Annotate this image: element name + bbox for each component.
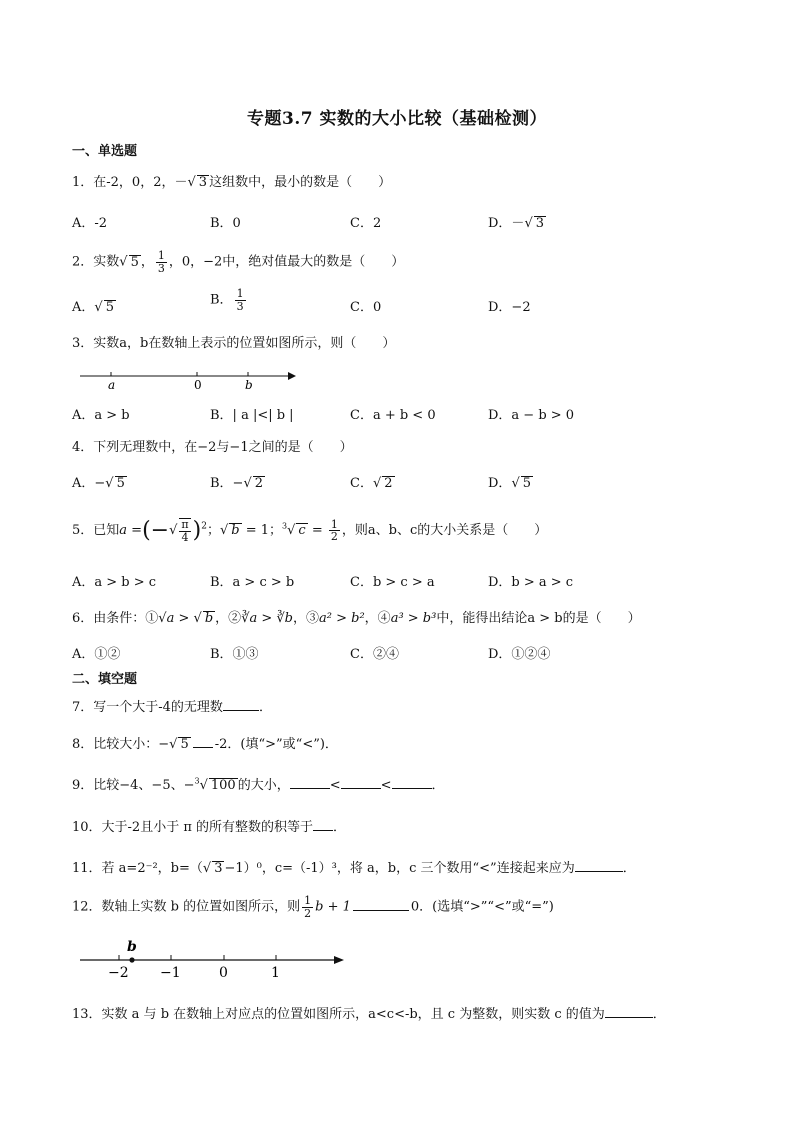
q12-label-b: b bbox=[127, 939, 137, 955]
q9-blank-3[interactable] bbox=[392, 776, 432, 789]
q5-pi-num: π bbox=[181, 518, 189, 531]
q9-blank-1[interactable] bbox=[290, 776, 330, 789]
q12-point-b bbox=[129, 957, 134, 962]
q2-rest: ，0，−2中，绝对值最大的数是（ ） bbox=[168, 254, 405, 270]
q3-option-d[interactable]: D．a − b > 0 bbox=[488, 408, 575, 423]
q6-cond-1-text: a > bbox=[166, 611, 194, 626]
q5-option-d[interactable]: D．b > a > c bbox=[488, 575, 574, 590]
q9-cube-index: 3 bbox=[194, 776, 200, 786]
q12-label-1: 1 bbox=[271, 965, 280, 981]
q2-option-a-radicand: 5 bbox=[105, 300, 114, 315]
q3-option-b[interactable]: B．| a |<| b | bbox=[210, 408, 294, 423]
q12-label-neg1: −1 bbox=[160, 965, 181, 981]
q5-a-expr: a = bbox=[119, 523, 143, 539]
q5-paren-close: ) bbox=[192, 518, 202, 544]
q5-sep-1: ； bbox=[206, 523, 220, 539]
q5-prefix: 5．已知 bbox=[72, 523, 120, 539]
q6-cond-2-mark: ② bbox=[228, 611, 242, 626]
q6-cond-3-text: a² > b² bbox=[319, 611, 365, 626]
q5-b-eq: = 1； bbox=[241, 523, 283, 539]
q5-pi-den: 4 bbox=[181, 530, 189, 544]
q2-option-b-num: 1 bbox=[236, 287, 244, 300]
q4-option-d[interactable]: D．√ 5 bbox=[488, 476, 532, 491]
section-single-choice: 一、单选题 bbox=[72, 144, 138, 159]
q2-option-b-den: 3 bbox=[236, 299, 244, 313]
q6-cond-4-mark: ④ bbox=[377, 611, 391, 626]
q4-option-b-prefix: B．− bbox=[210, 476, 244, 491]
q2-frac-num: 1 bbox=[157, 249, 165, 262]
q4-option-b[interactable]: B．−√ 2 bbox=[210, 476, 264, 491]
q4-option-c-prefix: C． bbox=[350, 476, 373, 491]
q12-half-den: 2 bbox=[304, 906, 312, 920]
q12-half-num: 1 bbox=[304, 894, 312, 907]
q12-axis-arrow bbox=[334, 956, 344, 964]
q8-rest: -2．(填“>”或“<”)． bbox=[214, 737, 338, 752]
q3-axis-arrow bbox=[288, 372, 296, 380]
q13-end: ． bbox=[652, 1007, 666, 1022]
q7-text: 7．写一个大于-4的无理数 bbox=[72, 700, 223, 715]
q9-end: ． bbox=[431, 778, 445, 793]
q13-text: 13．实数 a 与 b 在数轴上对应点的位置如图所示，a<c<-b，且 c 为整数，则实数 c 的值为 bbox=[72, 1007, 605, 1022]
question-2: 2．实数√ 5 ， $\frac{1}{3}$ ，0，−2中，绝对值最大的数是（ ） bbox=[72, 249, 405, 275]
q1-option-a[interactable]: A．-2 bbox=[72, 216, 108, 231]
q10-answer-blank[interactable] bbox=[313, 818, 333, 831]
q5-radicand-c: c bbox=[298, 523, 306, 539]
q3-number-line bbox=[78, 364, 302, 396]
q5-option-b[interactable]: B．a > c > b bbox=[210, 575, 295, 590]
q4-option-b-radicand: 2 bbox=[254, 476, 264, 491]
q9-mid: 的大小， bbox=[237, 778, 290, 793]
q4-option-c[interactable]: C．√ 2 bbox=[350, 476, 393, 491]
q11-mid: −1）⁰，c=（-1）³，将 a，b，c 三个数用“<”连接起来应为 bbox=[224, 861, 575, 876]
q6-cond-3-mark: ③ bbox=[305, 611, 319, 626]
q2-option-b-prefix: B． bbox=[210, 292, 233, 308]
q4-option-c-radicand: 2 bbox=[384, 476, 393, 491]
q7-end: ． bbox=[258, 700, 272, 715]
q6-option-b[interactable]: B．①③ bbox=[210, 647, 259, 662]
q5-radicand-b: b bbox=[231, 523, 240, 539]
q6-cond-1-radicand: b bbox=[204, 611, 214, 626]
q10-end: ． bbox=[333, 820, 347, 835]
q5-half-den: 2 bbox=[330, 530, 338, 544]
q1-radicand: 3 bbox=[198, 175, 208, 190]
q2-prefix: 2．实数 bbox=[72, 254, 120, 270]
q5-cube-index: 3 bbox=[282, 521, 288, 531]
q6-cond-2-text: ∛a > ∛b bbox=[241, 611, 293, 626]
q2-frac-den: 3 bbox=[157, 261, 165, 275]
q13-answer-blank[interactable] bbox=[605, 1005, 653, 1018]
q6-option-c[interactable]: C．②④ bbox=[350, 647, 399, 662]
q6-cond-4-text: a³ > b³ bbox=[390, 611, 437, 626]
q12-number-line bbox=[78, 936, 348, 982]
q2-radicand: 5 bbox=[130, 254, 139, 270]
q2-option-c[interactable]: C．0 bbox=[350, 300, 382, 315]
q2-option-b-fraction bbox=[235, 288, 246, 312]
q12-prefix: 12．数轴上实数 b 的位置如图所示，则 bbox=[72, 899, 301, 915]
q1-prefix: 1．在-2，0，2， bbox=[72, 175, 175, 190]
q8-prefix: 8．比较大小：− bbox=[72, 737, 170, 752]
q5-half-num: 1 bbox=[330, 517, 338, 531]
question-12 bbox=[72, 895, 554, 919]
q4-option-a[interactable]: A．−√ 5 bbox=[72, 476, 125, 491]
question-6: 6．由条件：①√a > √ b ，②∛a > ∛b，③a² > b²，④a³ > b³中，能得出结论a > b的是（ ） bbox=[72, 611, 641, 626]
q1-option-b[interactable]: B．0 bbox=[210, 216, 241, 231]
q1-option-d-radicand: 3 bbox=[535, 216, 545, 231]
q2-option-a[interactable]: A．√ 5 bbox=[72, 300, 114, 315]
q8-radicand: 5 bbox=[180, 737, 189, 752]
q5-pi-fraction bbox=[179, 518, 190, 543]
q2-option-a-prefix: A． bbox=[72, 300, 95, 315]
q9-lt-1: < bbox=[329, 778, 341, 793]
question-8: 8．比较大小：−√ 5 -2．(填“>”或“<”)． bbox=[72, 737, 338, 752]
q3-label-b: b bbox=[245, 378, 253, 392]
q9-radicand: 100 bbox=[210, 778, 236, 793]
question-10 bbox=[72, 816, 346, 835]
question-5: 5．已知a =(−√ $\frac{\pi}{4}$ )$^2$；√ b = 1；$^3$√ c = $\frac{1}{2}$ ，则a、b、c的大小关系是（ ） bbox=[72, 517, 548, 544]
q2-fraction bbox=[156, 250, 167, 274]
question-4: 4．下列无理数中，在−2与−1之间的是（ ） bbox=[72, 440, 353, 455]
q5-half-fraction bbox=[329, 519, 340, 543]
q4-option-d-prefix: D． bbox=[488, 476, 512, 491]
q6-cond-1-mark: ① bbox=[145, 611, 159, 626]
q11-answer-blank[interactable] bbox=[575, 859, 623, 872]
question-9: 9．比较−4、−5、−$^3$√ 100 的大小， < < ． bbox=[72, 776, 445, 793]
q12-expr: b + 1 bbox=[315, 899, 351, 915]
q5-option-a[interactable]: A．a > b > c bbox=[72, 575, 157, 590]
q6-suffix: 中，能得出结论a > b的是（ ） bbox=[436, 611, 641, 626]
q8-answer-blank[interactable] bbox=[193, 735, 213, 748]
question-3: 3．实数a，b在数轴上表示的位置如图所示，则（ ） bbox=[72, 336, 396, 351]
q11-end: ． bbox=[622, 861, 636, 876]
q12-label-0: 0 bbox=[219, 965, 228, 981]
section-fill-blank: 二、填空题 bbox=[72, 672, 138, 687]
q2-option-d[interactable]: D．−2 bbox=[488, 300, 531, 315]
q1-option-d-prefix: D．－ bbox=[488, 216, 525, 231]
q3-option-c[interactable]: C．a + b < 0 bbox=[350, 408, 436, 423]
question-13 bbox=[72, 1003, 666, 1022]
q3-option-a[interactable]: A．a > b bbox=[72, 408, 130, 423]
q6-option-d[interactable]: D．①②④ bbox=[488, 647, 551, 662]
q1-neg: － bbox=[174, 175, 188, 190]
question-7 bbox=[72, 696, 272, 715]
q7-answer-blank[interactable] bbox=[223, 698, 259, 711]
q9-lt-2: < bbox=[380, 778, 392, 793]
q9-blank-2[interactable] bbox=[341, 776, 381, 789]
q10-text: 10．大于-2且小于 π 的所有整数的积等于 bbox=[72, 820, 314, 835]
page-title: 专题3.7 实数的大小比较（基础检测） bbox=[247, 109, 547, 129]
q3-label-a: a bbox=[108, 378, 116, 392]
q12-rest: 0．(选填“>”“<”或“=”) bbox=[410, 899, 554, 915]
q5-paren-open: (− bbox=[142, 518, 170, 544]
q4-option-a-radicand: 5 bbox=[116, 476, 125, 491]
q9-prefix: 9．比较−4、−5、− bbox=[72, 778, 195, 793]
q3-label-0: 0 bbox=[194, 378, 202, 392]
q1-option-d[interactable]: D．－√ 3 bbox=[488, 216, 545, 231]
question-11: 11．若 a=2⁻²，b=（√ 3 −1）⁰，c=（-1）³，将 a，b，c 三个数用“<”连接起来应为 ． bbox=[72, 861, 636, 876]
q5-option-c[interactable]: C．b > c > a bbox=[350, 575, 435, 590]
q2-option-b[interactable] bbox=[210, 288, 248, 312]
q5-exponent: 2 bbox=[201, 521, 207, 532]
q5-suffix: ，则a、b、c的大小关系是（ ） bbox=[341, 523, 548, 539]
q1-suffix: 这组数中，最小的数是（ ） bbox=[209, 175, 392, 190]
q6-prefix: 6．由条件： bbox=[72, 611, 146, 626]
q4-option-d-radicand: 5 bbox=[522, 476, 532, 491]
q12-half-fraction bbox=[302, 895, 313, 919]
q11-prefix: 11．若 a=2⁻²，b=（ bbox=[72, 861, 203, 876]
q2-sep: ， bbox=[140, 254, 154, 270]
q12-answer-blank[interactable] bbox=[353, 898, 409, 911]
q5-c-eq: = bbox=[307, 523, 327, 539]
q4-option-a-prefix: A．− bbox=[72, 476, 106, 491]
q11-radicand: 3 bbox=[214, 861, 223, 876]
q1-option-c[interactable]: C．2 bbox=[350, 216, 382, 231]
question-1: 1．在-2，0，2，－√ 3 这组数中，最小的数是（ ） bbox=[72, 175, 392, 190]
q6-option-a[interactable]: A．①② bbox=[72, 647, 121, 662]
q12-label-neg2: −2 bbox=[108, 965, 129, 981]
